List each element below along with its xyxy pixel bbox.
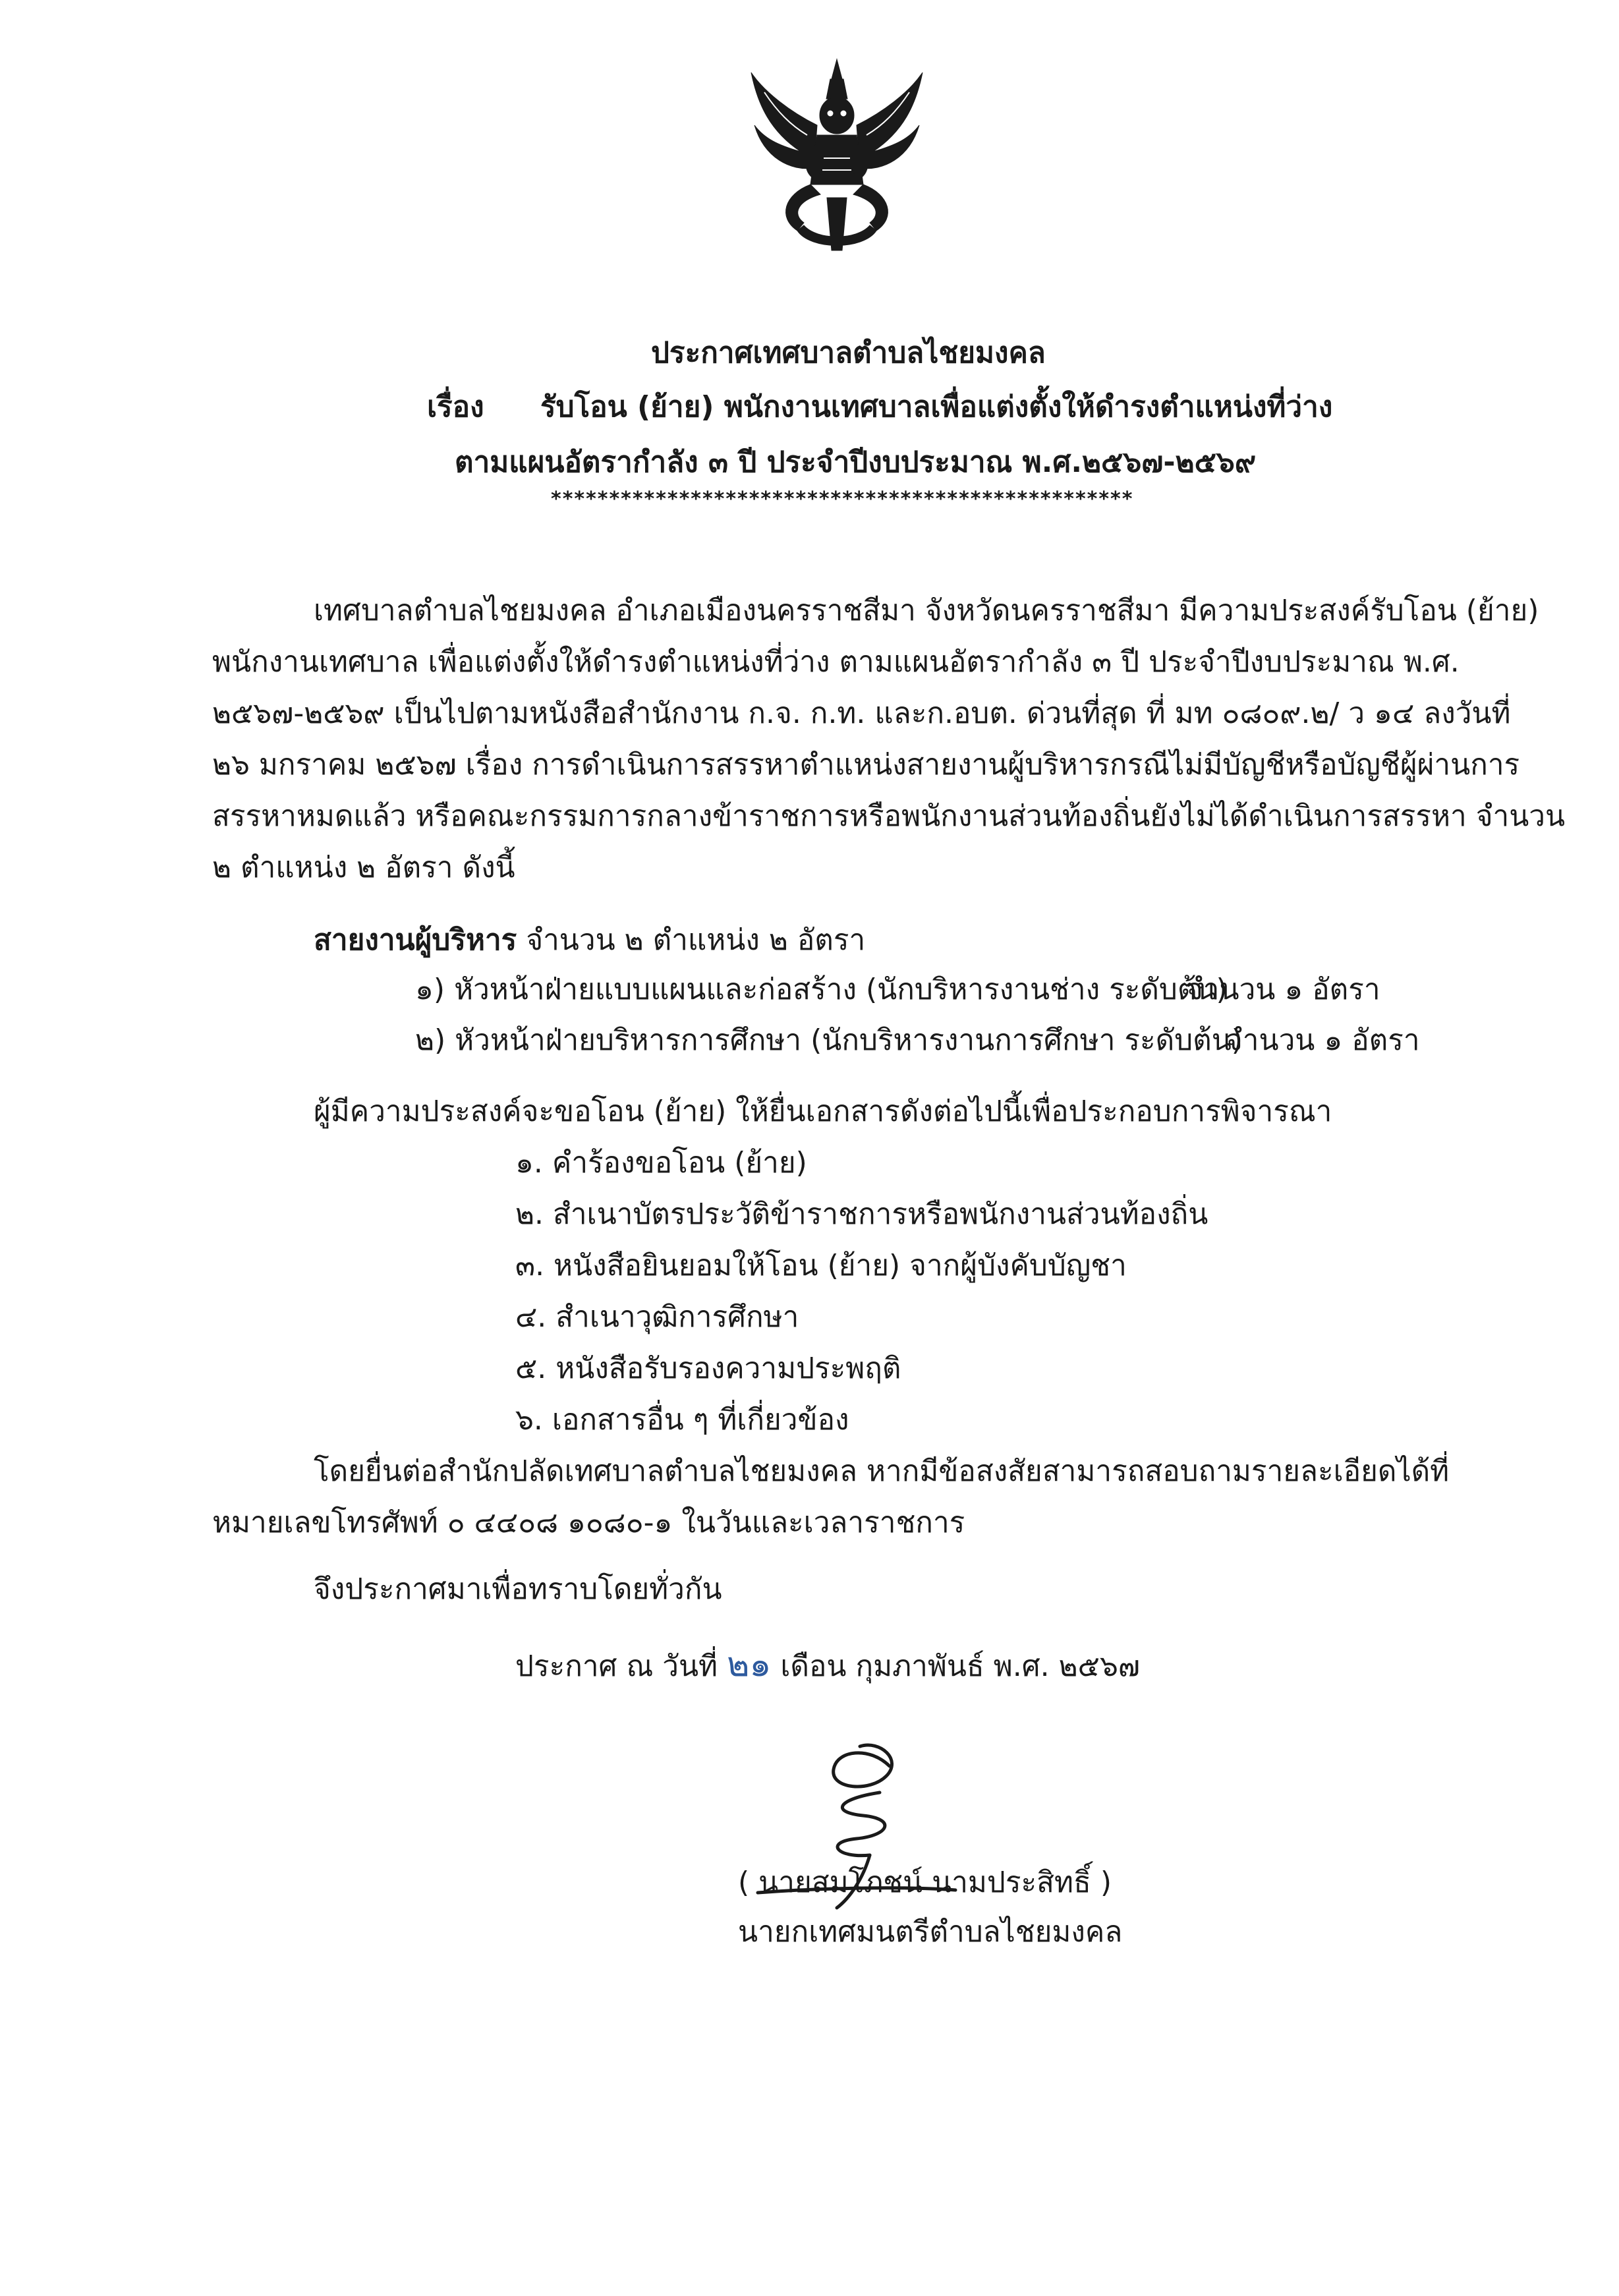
contact-line1: โดยยื่นต่อสำนักปลัดเทศบาลตำบลไชยมงคล หากมีข้อสงสัยสามารถสอบถามรายละเอียดได้ที่	[314, 1454, 1450, 1488]
doc-item: ๖. เอกสารอื่น ๆ ที่เกี่ยวข้อง	[515, 1403, 849, 1437]
announcement-title: ประกาศเทศบาลตำบลไชยมงคล	[651, 336, 1046, 370]
position-1-name: ๑) หัวหน้าฝ่ายแบบแผนและก่อสร้าง (นักบริหารงานช่าง ระดับต้น)	[415, 973, 1228, 1006]
doc-item: ๕. หนังสือรับรองความประพฤติ	[515, 1352, 901, 1385]
section-count: จำนวน ๒ ตำแหน่ง ๒ อัตรา	[526, 923, 866, 957]
garuda-emblem	[738, 53, 936, 264]
para1-line5: สรรหาหมดแล้ว หรือคณะกรรมการกลางข้าราชการหรือพนักงานส่วนท้องถิ่นยังไม่ได้ดำเนินการสรรหา จำนวน	[212, 799, 1566, 833]
signer-title: นายกเทศมนตรีตำบลไชยมงคล	[738, 1915, 1123, 1949]
closing-text: จึงประกาศมาเพื่อทราบโดยทั่วกัน	[314, 1572, 722, 1606]
position-2-name: ๒) หัวหน้าฝ่ายบริหารการศึกษา (นักบริหารงานการศึกษา ระดับต้น)	[415, 1023, 1243, 1057]
divider-stars: **************************************************	[551, 488, 1134, 511]
announcement-date	[515, 1645, 1140, 1684]
para1-line6: ๒ ตำแหน่ง ๒ อัตรา ดังนี้	[212, 851, 515, 884]
subject-line3: ตามแผนอัตรากำลัง ๓ ปี ประจำปีงบประมาณ พ.ศ.๒๕๖๗-๒๕๖๙	[455, 445, 1257, 479]
position-2-qty: จำนวน ๑ อัตรา	[1226, 1023, 1420, 1057]
date-suffix: เดือน กุมภาพันธ์ พ.ศ. ๒๕๖๗	[780, 1650, 1140, 1683]
signer-name: ( นายสมโภชน์ นามประสิทธิ์ )	[738, 1866, 1112, 1899]
doc-item: ๒. สำเนาบัตรประวัติข้าราชการหรือพนักงานส่วนท้องถิ่น	[515, 1197, 1208, 1231]
para1-line4: ๒๖ มกราคม ๒๕๖๗ เรื่อง การดำเนินการสรรหาตำแหน่งสายงานผู้บริหารกรณีไม่มีบัญชีหรือบัญชีผู้ผ่านการ	[212, 748, 1520, 782]
doc-item: ๑. คำร้องขอโอน (ย้าย)	[515, 1146, 807, 1180]
subject-text: รับโอน (ย้าย) พนักงานเทศบาลเพื่อแต่งตั้งให้ดำรงตำแหน่งที่ว่าง	[540, 390, 1333, 424]
date-prefix: ประกาศ ณ วันที่	[515, 1650, 718, 1683]
doc-item: ๔. สำเนาวุฒิการศึกษา	[515, 1300, 799, 1334]
position-1-qty: จำนวน ๑ อัตรา	[1186, 973, 1380, 1006]
contact-line2: หมายเลขโทรศัพท์ ๐ ๔๔๐๘ ๑๐๘๐-๑ ในวันและเวลาราชการ	[212, 1506, 965, 1539]
para1-line3: ๒๕๖๗-๒๕๖๙ เป็นไปตามหนังสือสำนักงาน ก.จ. ก.ท. และก.อบต. ด่วนที่สุด ที่ มท ๐๘๐๙.๒/ ว ๑๔ ลงวันที่	[212, 697, 1511, 730]
para1-line2: พนักงานเทศบาล เพื่อแต่งตั้งให้ดำรงตำแหน่งที่ว่าง ตามแผนอัตรากำลัง ๓ ปี ประจำปีงบประมาณ พ.ศ.	[212, 645, 1460, 679]
date-day-handwritten: ๒๑	[727, 1645, 772, 1684]
docs-intro: ผู้มีความประสงค์จะขอโอน (ย้าย) ให้ยื่นเอกสารดังต่อไปนี้เพื่อประกอบการพิจารณา	[314, 1095, 1332, 1128]
para1-line1: เทศบาลตำบลไชยมงคล อำเภอเมืองนครราชสีมา จังหวัดนครราชสีมา มีความประสงค์รับโอน (ย้าย)	[314, 594, 1539, 627]
section-heading	[314, 923, 866, 957]
subject-prefix: เรื่อง	[427, 390, 484, 424]
doc-item: ๓. หนังสือยินยอมให้โอน (ย้าย) จากผู้บังคับบัญชา	[515, 1249, 1127, 1282]
section-title: สายงานผู้บริหาร	[314, 923, 517, 957]
